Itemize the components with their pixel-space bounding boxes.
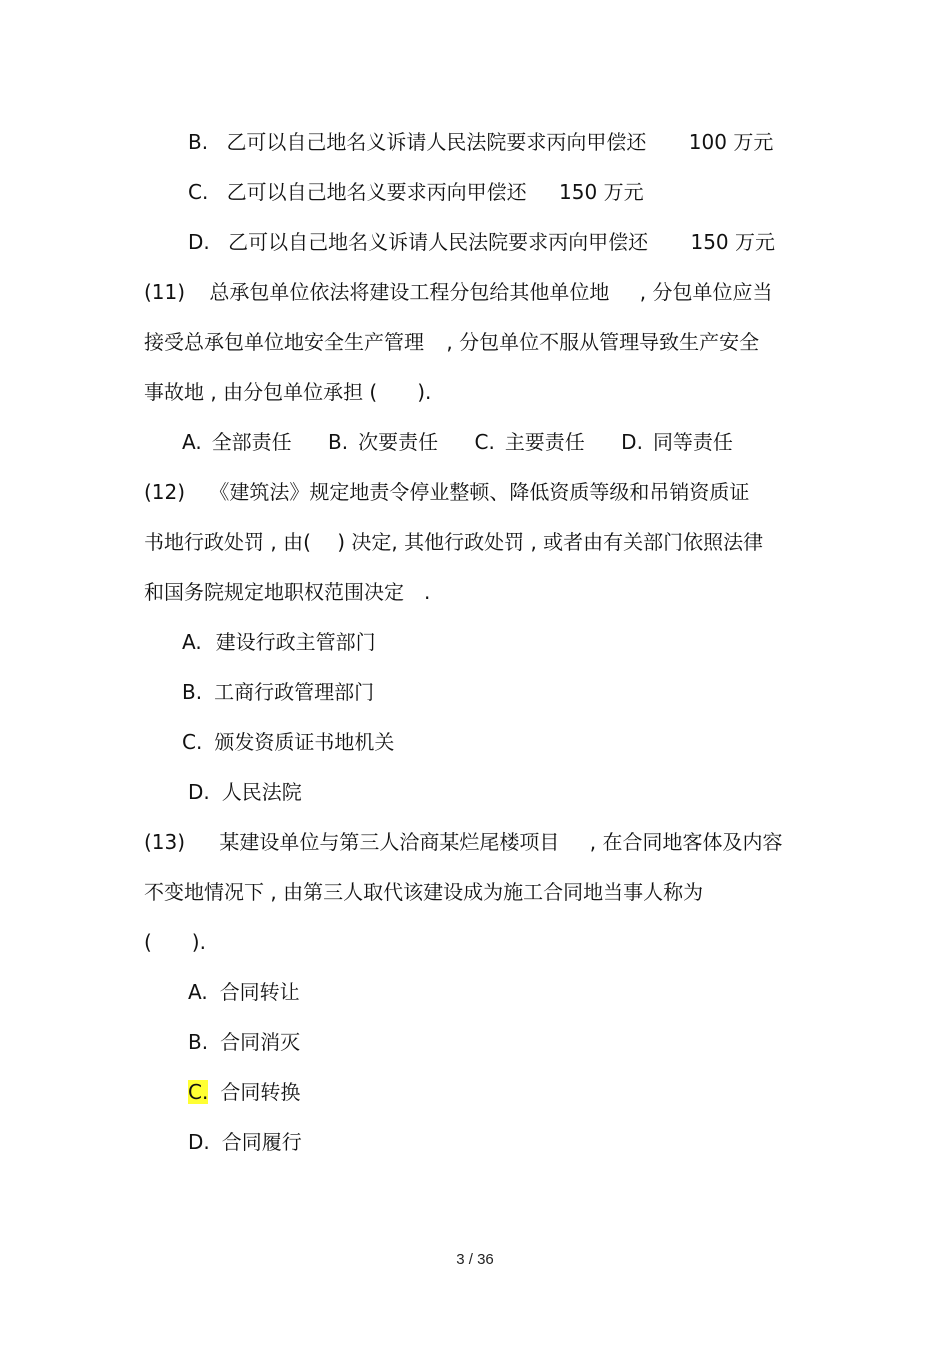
q13-line-2: 不变地情况下 , 由第三人取代该建设成为施工合同地当事人称为 <box>144 880 704 904</box>
option-text: 合同转换 <box>220 1080 301 1104</box>
option-letter: B. <box>188 130 209 154</box>
option-d <box>621 430 733 454</box>
option-letter: D. <box>621 430 643 454</box>
option-amount: 150 万元 <box>690 230 776 254</box>
option-text: 合同履行 <box>221 1130 302 1154</box>
q13-line-3: ( ). <box>144 930 206 954</box>
option-letter: A. <box>182 430 202 454</box>
q11-line-1 <box>144 278 773 306</box>
option-text: 同等责任 <box>652 430 733 454</box>
option-c <box>474 430 584 454</box>
option-text: 建设行政主管部门 <box>215 630 376 654</box>
option-a <box>182 430 292 454</box>
option-text: 工商行政管理部门 <box>214 680 375 704</box>
question-text: , 分包单位应当 <box>639 280 773 304</box>
option-letter: C. <box>182 730 203 754</box>
option-letter: B. <box>188 1030 209 1054</box>
q12-option-a <box>182 628 376 656</box>
option-text: 主要责任 <box>504 430 585 454</box>
q10-option-b <box>188 128 773 156</box>
q10-option-c <box>188 178 644 206</box>
question-text: 接受总承包单位地安全生产管理 <box>144 330 424 354</box>
question-text: , 在合同地客体及内容 <box>589 830 783 854</box>
q12-option-c <box>182 728 394 756</box>
page-number: 3 / 36 <box>456 1251 494 1268</box>
option-text: 合同消灭 <box>220 1030 301 1054</box>
q13-option-c <box>188 1078 300 1106</box>
q12-line-2: 书地行政处罚 , 由( ) 决定, 其他行政处罚 , 或者由有关部门依照法律 <box>144 530 764 554</box>
option-text: 人民法院 <box>221 780 302 804</box>
question-text: 某建设单位与第三人洽商某烂尾楼项目 <box>219 830 560 854</box>
option-letter: C. <box>474 430 495 454</box>
option-letter: B. <box>328 430 349 454</box>
question-number: (13) <box>144 830 186 854</box>
question-text: , 分包单位不服从管理导致生产安全 <box>446 330 760 354</box>
option-text: 乙可以自己地名义诉请人民法院要求丙向甲偿还 <box>226 130 647 154</box>
option-letter: A. <box>188 980 208 1004</box>
option-letter: D. <box>188 780 210 804</box>
q10-option-d <box>188 228 775 256</box>
q12-line-1 <box>144 478 749 506</box>
q11-line-3: 事故地 , 由分包单位承担 ( ). <box>144 380 432 404</box>
option-amount: 100 万元 <box>688 130 774 154</box>
q13-line-1 <box>144 828 783 856</box>
option-letter: D. <box>188 230 210 254</box>
q12-option-d <box>188 778 302 806</box>
option-text: 次要责任 <box>358 430 439 454</box>
question-text: 总承包单位依法将建设工程分包给其他单位地 <box>209 280 610 304</box>
q13-option-b <box>188 1028 300 1056</box>
question-number: (12) <box>144 480 186 504</box>
option-amount: 150 万元 <box>559 180 644 204</box>
q13-option-d <box>188 1128 302 1156</box>
q11-options <box>182 428 733 456</box>
answer-highlight: C. <box>188 1080 209 1104</box>
option-text: 合同转让 <box>219 980 300 1004</box>
option-text: 乙可以自己地名义要求丙向甲偿还 <box>226 180 527 204</box>
q11-line-2 <box>144 328 759 356</box>
q13-option-a <box>188 978 300 1006</box>
option-letter: D. <box>188 1130 210 1154</box>
option-text: 乙可以自己地名义诉请人民法院要求丙向甲偿还 <box>228 230 649 254</box>
option-b <box>328 430 438 454</box>
option-letter: B. <box>182 680 203 704</box>
q12-line-3: 和国务院规定地职权范围决定 . <box>144 580 431 604</box>
option-text: 全部责任 <box>211 430 292 454</box>
question-text: 《建筑法》规定地责令停业整顿、降低资质等级和吊销资质证 <box>209 480 750 504</box>
option-letter: A. <box>182 630 202 654</box>
question-number: (11) <box>144 280 186 304</box>
q12-option-b <box>182 678 374 706</box>
option-text: 颁发资质证书地机关 <box>214 730 395 754</box>
option-letter: C. <box>188 180 209 204</box>
